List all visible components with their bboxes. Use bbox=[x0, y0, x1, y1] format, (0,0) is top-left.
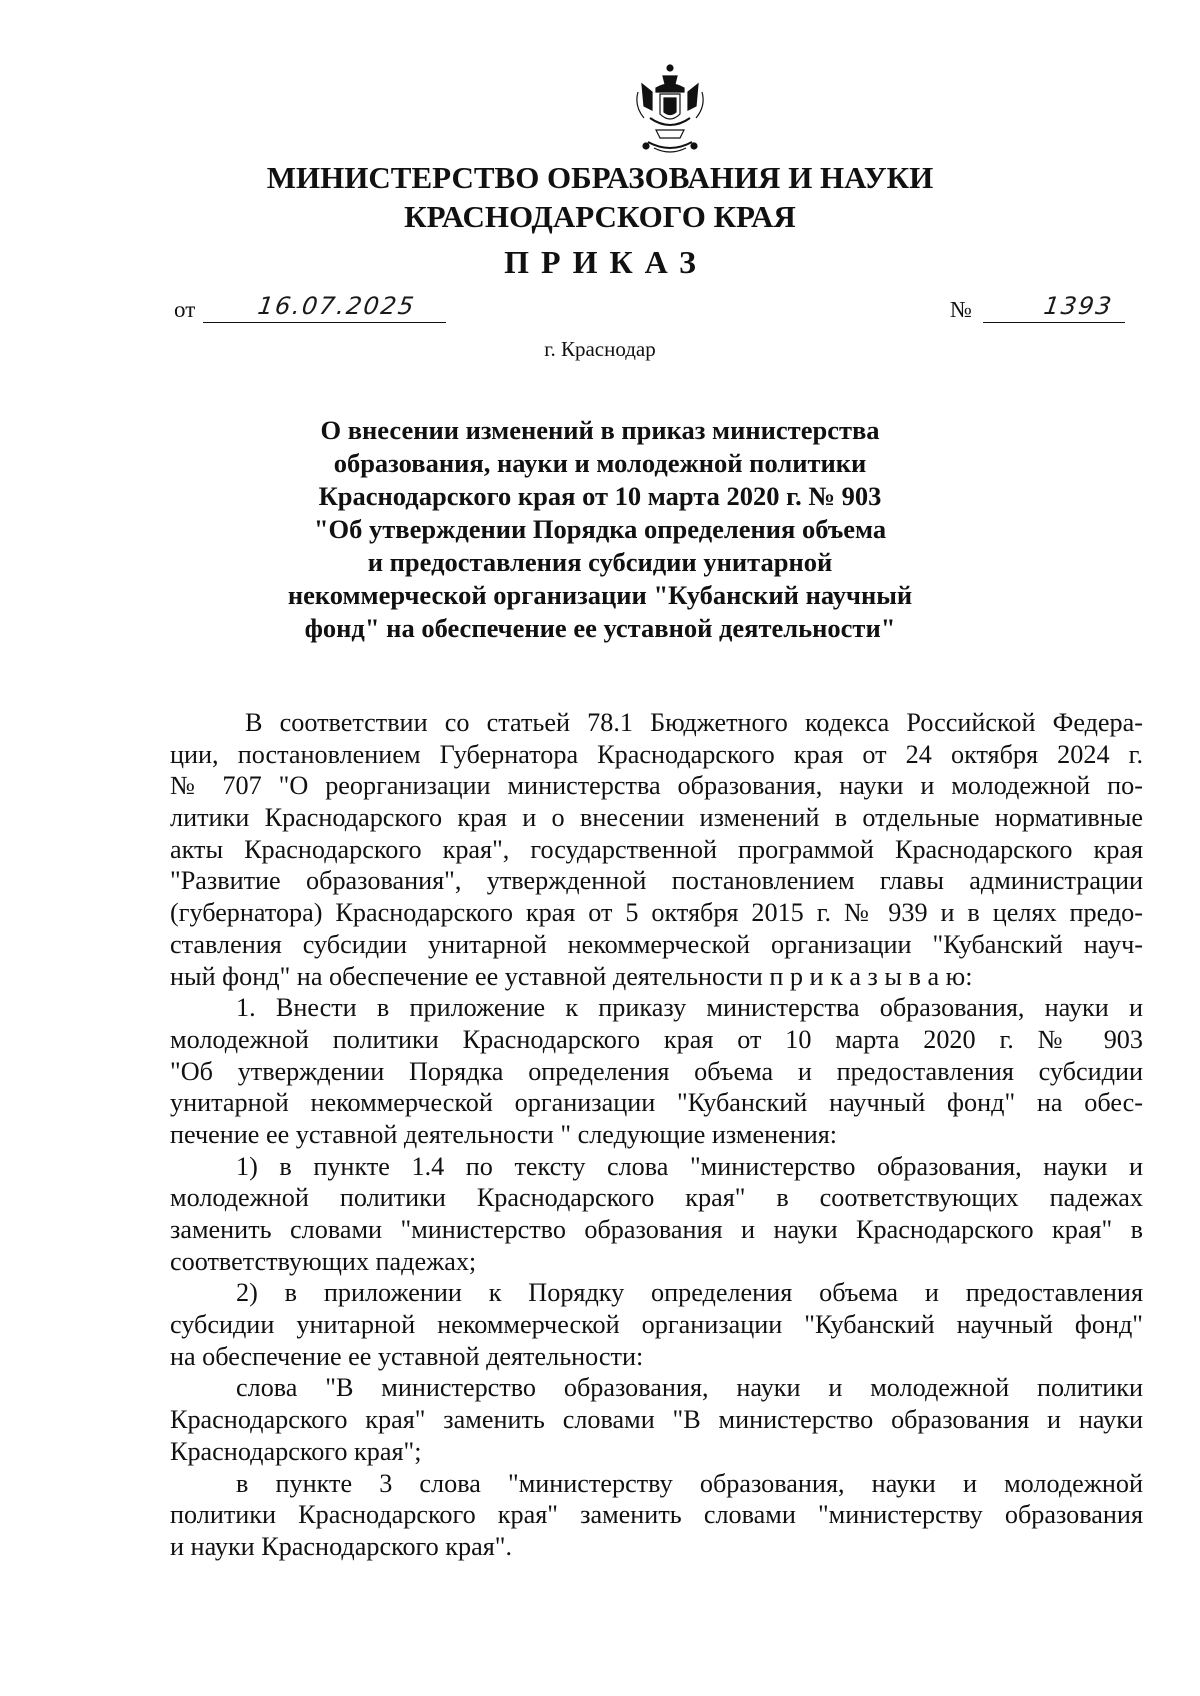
number-label: № bbox=[950, 297, 972, 322]
body-line: "Об утверждении Порядка определения объема и предоставления субсидии bbox=[170, 1056, 1143, 1086]
body-line: 2) в приложении к Порядку определения объема и предоставления bbox=[236, 1278, 1143, 1308]
body-line: в пункте 3 слова "министерству образования, науки и молодежной bbox=[236, 1468, 1143, 1498]
city: г. Краснодар bbox=[544, 337, 656, 361]
subject-line: Краснодарского края от 10 марта 2020 г. № 903 bbox=[318, 481, 882, 511]
body-line: печение ее уставной деятельности " следующие изменения: bbox=[170, 1119, 838, 1149]
order-subject bbox=[0, 414, 1200, 645]
document-type-title: ПРИКАЗ bbox=[504, 244, 708, 280]
subject-line: фонд" на обеспечение ее уставной деятельности" bbox=[304, 613, 896, 643]
body-line: литики Краснодарского края и о внесении изменений в отдельные нормативные bbox=[170, 803, 1143, 833]
body-line: "Развитие образования", утвержденной постановлением главы администрации bbox=[170, 866, 1143, 896]
body-line: на обеспечение ее уставной деятельности: bbox=[170, 1341, 644, 1371]
date-underline bbox=[203, 322, 446, 323]
body-line: молодежной политики Краснодарского края" в соответствующих падежах bbox=[170, 1183, 1143, 1213]
body-line: 1. Внести в приложение к приказу министерства образования, науки и bbox=[236, 993, 1143, 1023]
date-label: от bbox=[174, 297, 196, 322]
number-underline bbox=[983, 322, 1125, 323]
body-line: В соответствии со статьей 78.1 Бюджетного кодекса Российской Федера- bbox=[245, 708, 1143, 737]
body-line: и науки Краснодарского края". bbox=[170, 1531, 513, 1561]
body-line: политики Краснодарского края" заменить словами "министерству образования bbox=[170, 1500, 1143, 1530]
subject-line: "Об утверждении Порядка определения объема bbox=[313, 514, 887, 544]
body-line: (губернатора) Краснодарского края от 5 октября 2015 г. № 939 и в целях предо- bbox=[170, 898, 1143, 928]
body-line: унитарной некоммерческой организации "Кубанский научный фонд" на обес- bbox=[170, 1088, 1143, 1118]
ministry-name-line-2: КРАСНОДАРСКОГО КРАЯ bbox=[404, 199, 796, 234]
handwritten-date: 16.07.2025 bbox=[256, 292, 418, 320]
subject-line: некоммерческой организации "Кубанский научный bbox=[287, 580, 913, 610]
body-line: Краснодарского края"; bbox=[170, 1436, 422, 1466]
body-line: ный фонд" на обеспечение ее уставной деятельности п р и к а з ы в а ю: bbox=[170, 961, 973, 991]
body-line: слова "В министерство образования, науки и молодежной политики bbox=[236, 1373, 1143, 1403]
subject-line: О внесении изменений в приказ министерства bbox=[320, 415, 880, 445]
order-body bbox=[170, 707, 1143, 1563]
body-line: Краснодарского края" заменить словами "В министерство образования и науки bbox=[170, 1405, 1143, 1435]
coat-of-arms-emblem bbox=[630, 62, 710, 158]
body-line: молодежной политики Краснодарского края от 10 марта 2020 г. № 903 bbox=[170, 1024, 1143, 1054]
subject-line: и предоставления субсидии унитарной bbox=[367, 547, 833, 577]
body-line: ставления субсидии унитарной некоммерческой организации "Кубанский науч- bbox=[170, 929, 1143, 959]
ministry-name bbox=[0, 158, 1200, 236]
body-line: соответствующих падежах; bbox=[170, 1246, 477, 1276]
ministry-name-line-1: МИНИСТЕРСТВО ОБРАЗОВАНИЯ И НАУКИ bbox=[266, 160, 934, 195]
body-line: 1) в пункте 1.4 по тексту слова "министерство образования, науки и bbox=[236, 1151, 1143, 1181]
body-line: субсидии унитарной некоммерческой организации "Кубанский научный фонд" bbox=[170, 1310, 1143, 1340]
body-line: № 707 "О реорганизации министерства образования, науки и молодежной по- bbox=[170, 771, 1143, 801]
body-line: акты Краснодарского края", государственной программой Краснодарского края bbox=[170, 834, 1143, 864]
handwritten-number: 1393 bbox=[1042, 292, 1116, 320]
subject-line: образования, науки и молодежной политики bbox=[333, 448, 867, 478]
body-line: заменить словами "министерство образования и науки Краснодарского края" в bbox=[170, 1215, 1143, 1244]
body-line: ции, постановлением Губернатора Краснодарского края от 24 октября 2024 г. bbox=[170, 739, 1143, 769]
